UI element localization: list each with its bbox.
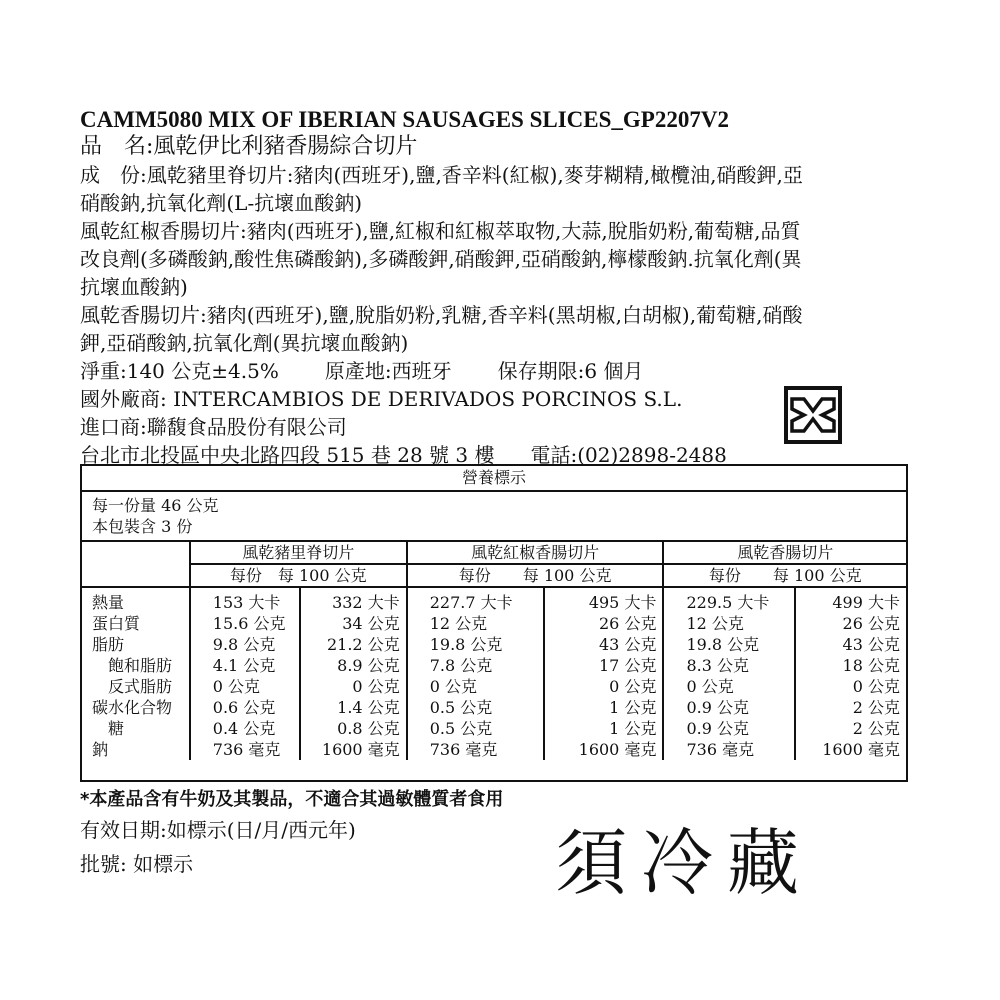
shelf-life: 保存期限:6 個月 [497,359,644,383]
nutrient-value: 0 公克 [795,676,906,697]
recycle-icon [784,386,842,444]
nutrient-value: 43 公克 [544,634,664,655]
nutrient-value: 227.7 大卡 [407,587,544,613]
nutrient-value: 0.6 公克 [190,697,301,718]
nutrition-heading: 營養標示 [82,466,906,491]
nutrient-value: 19.8 公克 [407,634,544,655]
label-title: CAMM5080 MIX OF IBERIAN SAUSAGES SLICES_GP2207V2 [80,107,729,132]
serving-size: 每一份量 46 公克 [92,496,219,515]
nutrient-value: 0 公克 [544,676,664,697]
nutrient-value: 1.4 公克 [300,697,406,718]
nutrient-label: 碳水化合物 [92,698,173,717]
column-header-group-2 [407,564,664,587]
nutrient-value: 2 公克 [795,697,906,718]
column-per-100g-3: 每 100 公克 [772,566,862,585]
nutrient-value: 34 公克 [300,613,406,634]
nutrient-value: 0 公克 [663,676,794,697]
nutrition-row [82,676,906,697]
nutrition-corner [82,541,190,587]
nutrient-value: 18 公克 [795,655,906,676]
ingredients-line-3: 風乾紅椒香腸切片:豬肉(西班牙),鹽,紅椒和紅椒萃取物,大蒜,脫脂奶粉,葡萄糖,品質 [80,219,801,243]
nutrient-value: 12 公克 [663,613,794,634]
column-per-100g-1: 每 100 公克 [277,566,367,585]
nutrient-label: 脂肪 [92,635,125,654]
column-header-group-1 [190,564,407,587]
column-per-100g-2: 每 100 公克 [522,566,612,585]
nutrient-value: 19.8 公克 [663,634,794,655]
nutrient-value: 15.6 公克 [190,613,301,634]
refrigerate-notice: 須冷藏 [555,821,814,905]
product-header-1: 風乾豬里脊切片 [190,541,407,564]
nutrient-value: 17 公克 [544,655,664,676]
nutrient-value: 153 大卡 [190,587,301,613]
ingredients-line-7: 鉀,亞硝酸鈉,抗氧化劑(異抗壞血酸鈉) [80,331,409,355]
nutrient-value: 7.8 公克 [407,655,544,676]
product-name-line [80,134,417,160]
nutrient-value: 1600 毫克 [795,739,906,760]
importer: 進口商:聯馥食品股份有限公司 [80,415,347,439]
nutrition-row [82,739,906,760]
nutrition-row [82,613,906,634]
nutrition-rows [82,587,906,760]
nutrient-label: 熱量 [92,593,125,612]
nutrition-row [82,718,906,739]
column-header-group-3 [663,564,906,587]
nutrient-value: 21.2 公克 [300,634,406,655]
nutrient-value: 8.9 公克 [300,655,406,676]
servings-per-package: 本包裝含 3 份 [92,517,193,536]
ingredients-line-1: 成 份:風乾豬里脊切片:豬肉(西班牙),鹽,香辛料(紅椒),麥芽糊精,橄欖油,硝酸鉀,亞 [80,163,803,187]
nutrient-value: 736 毫克 [663,739,794,760]
nutrient-value: 26 公克 [544,613,664,634]
ingredients-line-2: 硝酸鈉,抗氧化劑(L-抗壞血酸鈉) [80,191,363,215]
nutrient-value: 1 公克 [544,718,664,739]
nutrient-value: 0.8 公克 [300,718,406,739]
nutrient-value: 0 公克 [190,676,301,697]
nutrient-value: 495 大卡 [544,587,664,613]
expiry-date: 有效日期:如標示(日/月/西元年) [80,818,356,842]
nutrient-value: 0.9 公克 [663,718,794,739]
column-per-serving-1: 每份 [229,566,262,585]
ingredients-line-5: 抗壞血酸鈉) [80,275,188,299]
nutrient-value: 0.5 公克 [407,697,544,718]
ingredients-line-4: 改良劑(多磷酸鈉,酸性焦磷酸鈉),多磷酸鉀,硝酸鉀,亞硝酸鈉,檸檬酸鈉.抗氧化劑(異 [80,247,802,271]
nutrition-row [82,697,906,718]
nutrient-value: 0.9 公克 [663,697,794,718]
nutrient-label: 飽和脂肪 [108,656,173,675]
column-per-serving-2: 每份 [458,566,491,585]
allergen-warning: *本產品含有牛奶及其製品，不適合其過敏體質者食用 [80,789,504,810]
origin: 原產地:西班牙 [324,359,452,383]
nutrient-value: 0.4 公克 [190,718,301,739]
nutrient-value: 1 公克 [544,697,664,718]
nutrient-value: 2 公克 [795,718,906,739]
nutrient-value: 229.5 大卡 [663,587,794,613]
product-name-label: 品 名: [80,134,154,159]
manufacturer: 國外廠商: INTERCAMBIOS DE DERIVADOS PORCINOS S.L. [80,387,683,411]
nutrition-row [82,655,906,676]
nutrition-table [80,464,908,782]
nutrient-value: 0.5 公克 [407,718,544,739]
phone: 電話:(02)2898-2488 [530,443,727,467]
nutrient-value: 26 公克 [795,613,906,634]
nutrient-value: 1600 毫克 [300,739,406,760]
net-weight: 淨重:140 公克±4.5% [80,359,279,383]
nutrient-label: 蛋白質 [92,614,141,633]
nutrition-row [82,587,906,613]
weight-origin-line [80,358,643,384]
product-header-2: 風乾紅椒香腸切片 [407,541,664,564]
batch-number: 批號: 如標示 [80,852,194,876]
product-name: 風乾伊比利豬香腸綜合切片 [153,134,418,159]
nutrient-value: 9.8 公克 [190,634,301,655]
nutrient-value: 8.3 公克 [663,655,794,676]
nutrient-value: 0 公克 [300,676,406,697]
nutrient-value: 332 大卡 [300,587,406,613]
nutrient-value: 736 毫克 [190,739,301,760]
ingredients-line-6: 風乾香腸切片:豬肉(西班牙),鹽,脫脂奶粉,乳糖,香辛料(黑胡椒,白胡椒),葡萄糖,硝酸 [80,303,803,327]
nutrient-value: 0 公克 [407,676,544,697]
nutrient-label: 反式脂肪 [108,677,173,696]
nutrient-value: 12 公克 [407,613,544,634]
nutrient-value: 4.1 公克 [190,655,301,676]
nutrient-value: 43 公克 [795,634,906,655]
nutrient-label: 鈉 [92,740,109,759]
product-header-3: 風乾香腸切片 [663,541,906,564]
nutrient-value: 499 大卡 [795,587,906,613]
column-per-serving-3: 每份 [708,566,741,585]
nutrient-value: 736 毫克 [407,739,544,760]
nutrition-row [82,634,906,655]
nutrient-value: 1600 毫克 [544,739,664,760]
nutrient-label: 糖 [108,719,125,738]
address: 台北市北投區中央北路四段 515 巷 28 號 3 樓 [80,443,495,467]
